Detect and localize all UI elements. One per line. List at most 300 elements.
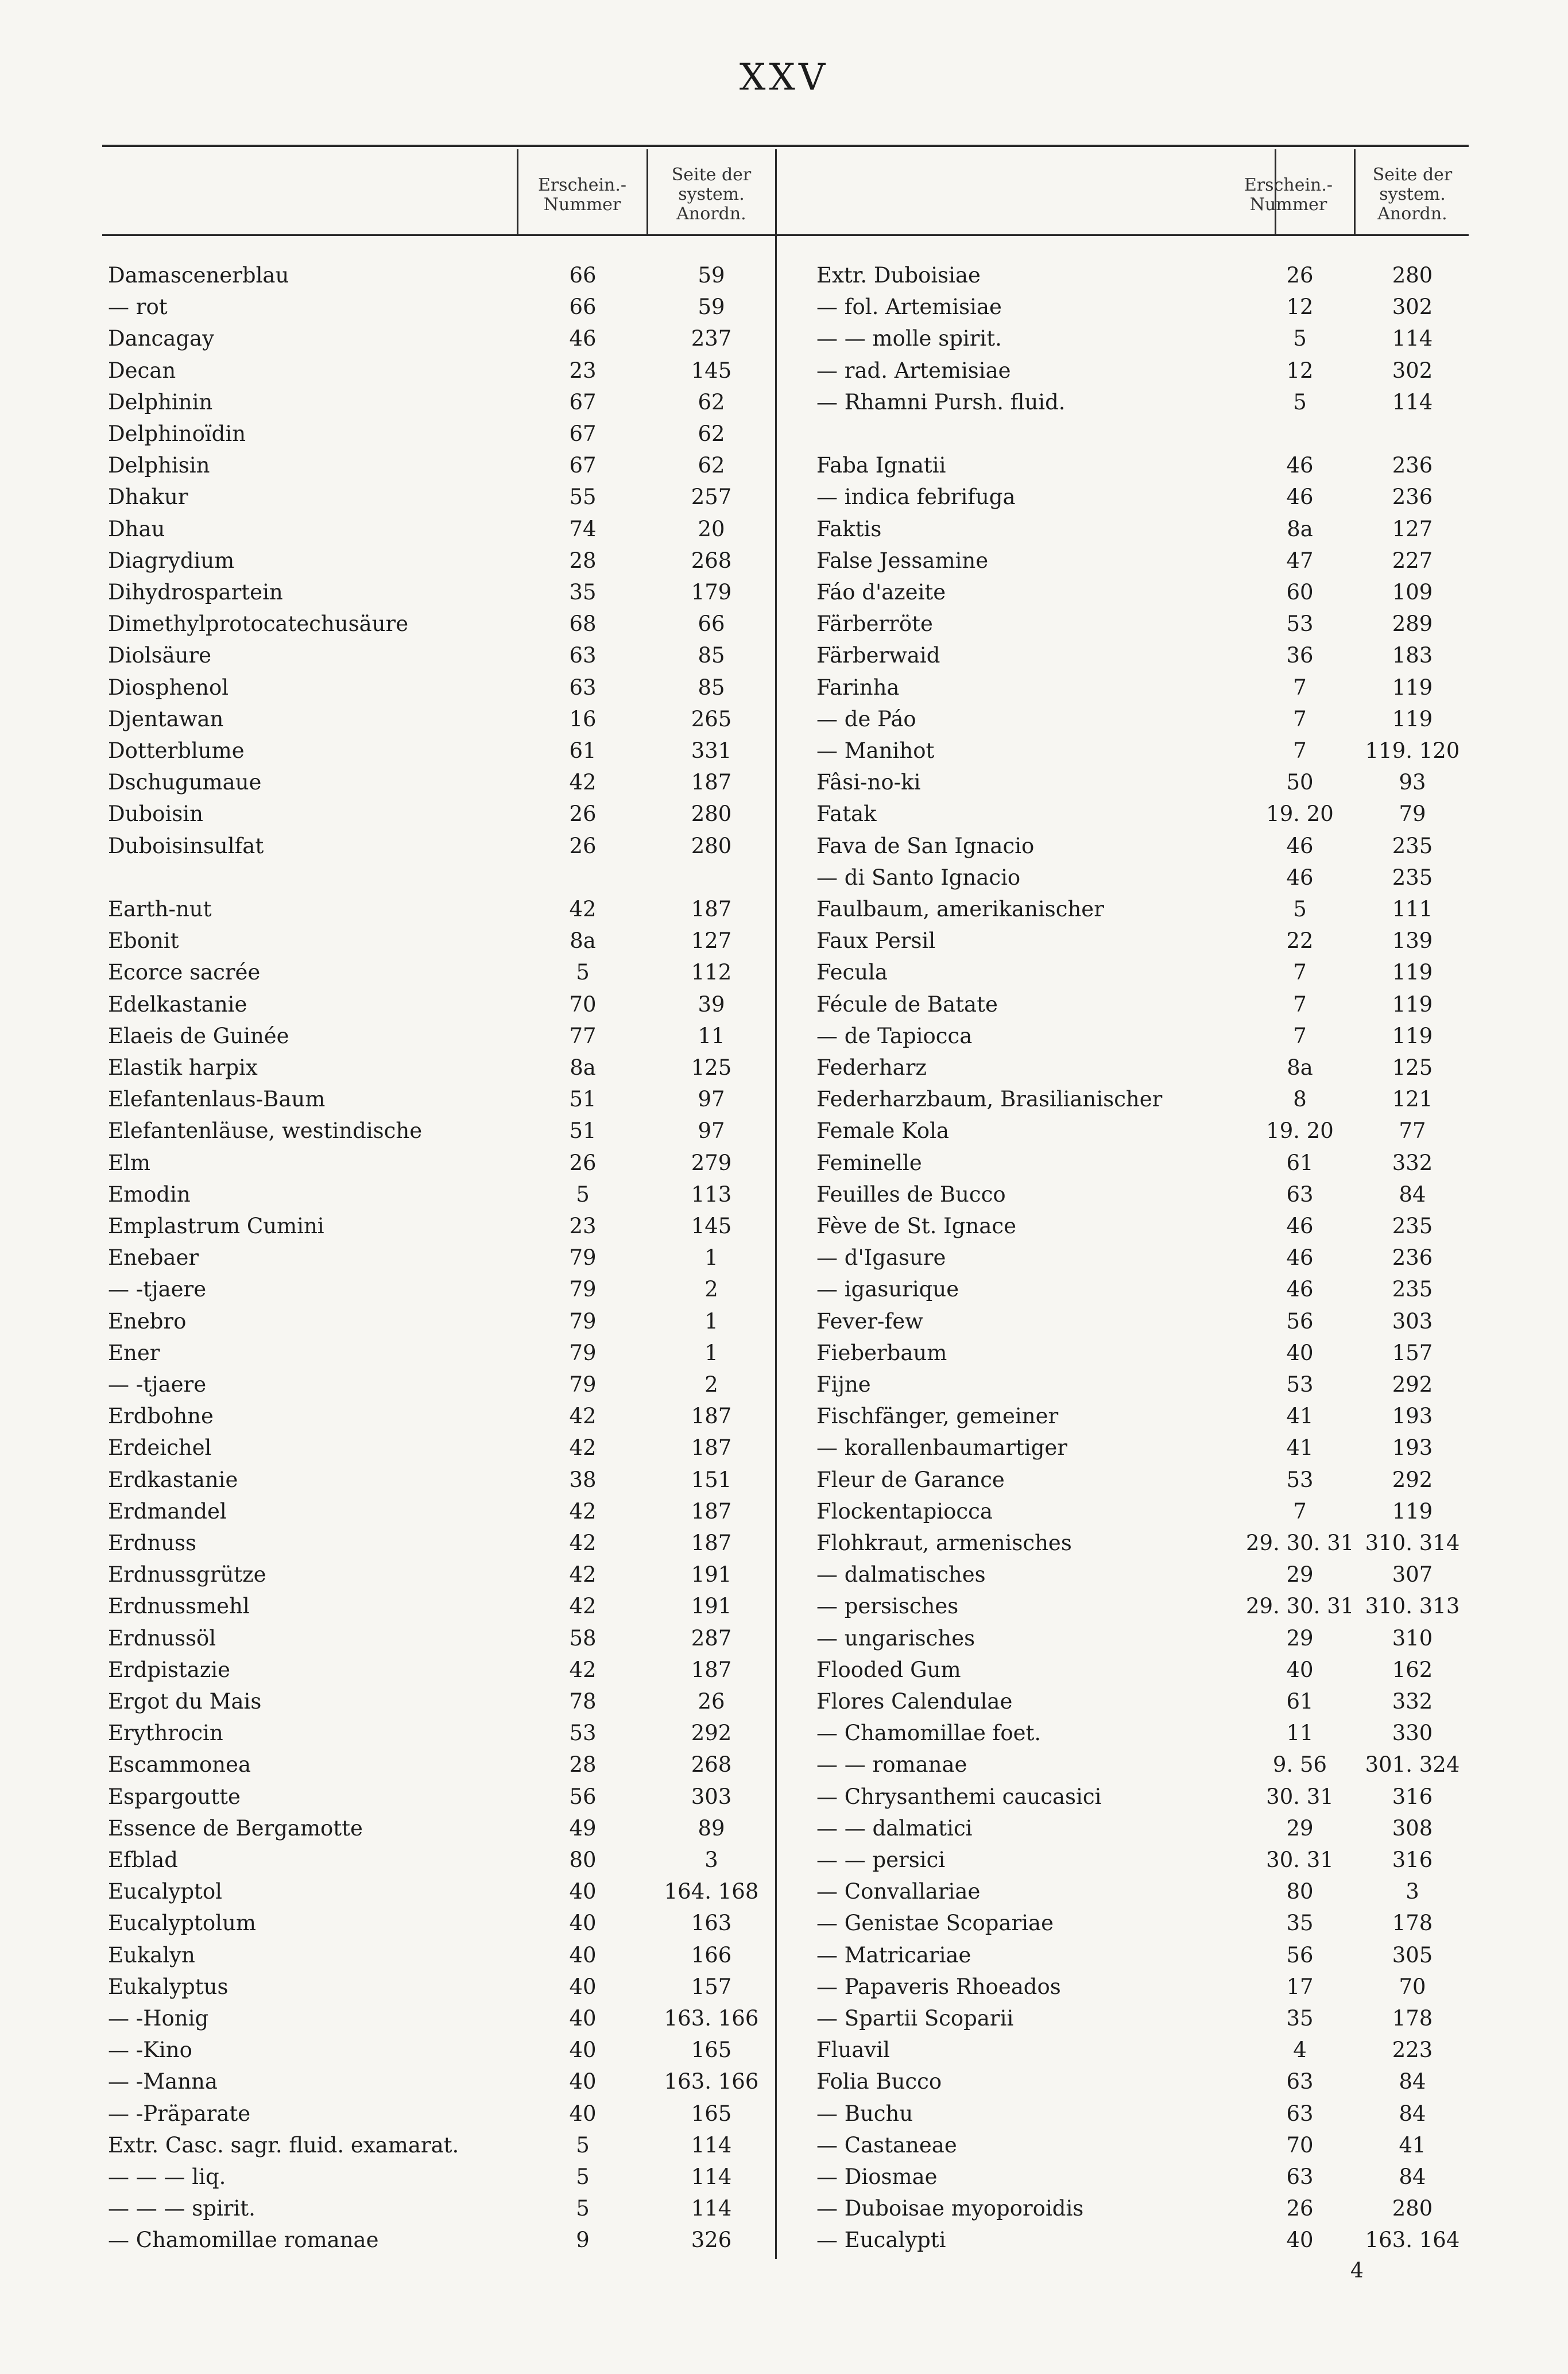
entry-seite: 114 (691, 2196, 732, 2221)
index-row (0, 830, 1568, 862)
entry-seite: 292 (1392, 1467, 1433, 1492)
entry-seite: 316 (1392, 1848, 1433, 1872)
entry-name: Federharz (816, 1055, 927, 1080)
entry-name: — Eucalypti (816, 2228, 946, 2253)
entry-seite: 70 (1399, 1974, 1426, 1999)
entry-erschein-nummer: 26 (569, 1150, 597, 1175)
entry-erschein-nummer: 66 (569, 263, 597, 288)
entry-erschein-nummer: 42 (569, 1657, 597, 1682)
entry-name: Flores Calendulae (816, 1689, 1013, 1714)
index-row (0, 2066, 1568, 2097)
entry-erschein-nummer: 35 (1286, 1911, 1314, 1936)
entry-name: — d'Igasure (816, 1245, 946, 1271)
entry-seite: 178 (1392, 1911, 1433, 1936)
entry-name: Feuilles de Bucco (816, 1182, 1006, 1207)
entry-erschein-nummer: 49 (569, 1815, 597, 1841)
index-row (0, 291, 1568, 323)
entry-name: Fève de St. Ignace (816, 1214, 1016, 1238)
entry-seite: 301. 324 (1365, 1752, 1460, 1777)
entry-name: Elefantenläuse, westindische (108, 1118, 423, 1144)
entry-name: Eucalyptolum (108, 1911, 256, 1936)
entry-erschein-nummer: 8a (570, 1055, 596, 1080)
index-row (0, 608, 1568, 640)
entry-erschein-nummer: 51 (569, 1087, 597, 1112)
entry-seite: 191 (691, 1562, 732, 1587)
entry-seite: 310. 314 (1365, 1531, 1460, 1555)
entry-erschein-nummer: 40 (569, 1879, 597, 1904)
entry-erschein-nummer: 29. 30. 31 (1246, 1531, 1354, 1555)
entry-name: Fâsi-no-ki (816, 770, 921, 795)
entry-erschein-nummer: 8a (570, 928, 596, 954)
index-row (0, 2129, 1568, 2161)
entry-erschein-nummer: 79 (569, 1245, 597, 1271)
entry-erschein-nummer: 42 (569, 770, 597, 795)
entry-erschein-nummer: 56 (569, 1784, 597, 1809)
entry-name: Erdnussgrütze (108, 1562, 266, 1587)
entry-erschein-nummer: 63 (569, 675, 597, 700)
entry-seite: 119 (1392, 960, 1433, 985)
entry-seite: 89 (698, 1815, 725, 1841)
entry-erschein-nummer: 46 (1286, 865, 1314, 890)
entry-erschein-nummer: 56 (1286, 1308, 1314, 1334)
entry-name: Delphinin (108, 389, 213, 415)
entry-seite: 332 (1392, 1689, 1433, 1714)
entry-erschein-nummer: 7 (1293, 706, 1307, 731)
index-row (0, 1242, 1568, 1273)
entry-erschein-nummer: 7 (1293, 738, 1307, 763)
entry-name: — Matricariae (816, 1942, 971, 1968)
entry-erschein-nummer: 5 (576, 2196, 590, 2221)
entry-seite: 2 (704, 1277, 718, 1302)
index-row (0, 1052, 1568, 1083)
entry-name: Elefantenlaus-Baum (108, 1087, 326, 1112)
entry-erschein-nummer: 40 (569, 1942, 597, 1968)
entry-name: Female Kola (816, 1118, 949, 1144)
entry-name: — Rhamni Pursh. fluid. (816, 389, 1066, 415)
entry-name: — di Santo Ignacio (816, 865, 1021, 890)
entry-seite: 145 (691, 1214, 732, 1238)
entry-name: — -Präparate (108, 2101, 251, 2126)
entry-name: Erythrocin (108, 1721, 223, 1746)
entry-seite: 305 (1392, 1942, 1433, 1968)
entry-seite: 268 (691, 548, 732, 573)
entry-seite: 330 (1392, 1721, 1433, 1746)
entry-erschein-nummer: 30. 31 (1266, 1784, 1334, 1809)
entry-name: — — dalmatici (816, 1815, 973, 1841)
index-row (0, 1717, 1568, 1749)
index-row (0, 1971, 1568, 2003)
entry-erschein-nummer: 46 (1286, 453, 1314, 478)
entry-name: — — — liq. (108, 2164, 226, 2189)
entry-seite: 227 (1392, 548, 1433, 573)
entry-seite: 59 (698, 295, 725, 320)
entry-name: Elaeis de Guinée (108, 1023, 289, 1048)
entry-name: Delphisin (108, 453, 210, 478)
entry-seite: 193 (1392, 1404, 1433, 1429)
index-row (0, 418, 1568, 450)
entry-name: Essence de Bergamotte (108, 1815, 363, 1841)
entry-erschein-nummer: 26 (569, 801, 597, 827)
entry-name: Erdpistazie (108, 1657, 231, 1682)
entry-seite: 151 (691, 1467, 732, 1492)
entry-seite: 3 (1406, 1879, 1419, 1904)
entry-seite: 2 (704, 1372, 718, 1397)
entry-erschein-nummer: 12 (1286, 358, 1314, 383)
entry-seite: 119 (1392, 675, 1433, 700)
entry-erschein-nummer: 19. 20 (1266, 1118, 1334, 1144)
entry-seite: 1 (704, 1245, 718, 1271)
index-row (0, 1115, 1568, 1147)
entry-seite: 178 (1392, 2006, 1433, 2031)
entry-name: — Duboisae myoporoidis (816, 2196, 1084, 2221)
entry-erschein-nummer: 46 (1286, 833, 1314, 858)
entry-erschein-nummer: 46 (569, 326, 597, 351)
entry-erschein-nummer: 61 (1286, 1150, 1314, 1175)
entry-name: Emodin (108, 1182, 191, 1207)
entry-seite: 119 (1392, 1023, 1433, 1048)
entry-name: — fol. Artemisiae (816, 295, 1002, 320)
entry-seite: 84 (1399, 2101, 1426, 2126)
entry-seite: 187 (691, 1531, 732, 1555)
entry-seite: 125 (691, 1055, 732, 1080)
index-row (0, 640, 1568, 671)
entry-seite: 326 (691, 2228, 732, 2253)
index-row (0, 2193, 1568, 2224)
entry-name: Erdbohne (108, 1404, 214, 1429)
entry-seite: 77 (1399, 1118, 1426, 1144)
entry-seite: 268 (691, 1752, 732, 1777)
entry-name: Flockentapiocca (816, 1498, 993, 1524)
page-number-roman: XXV (739, 56, 829, 99)
entry-seite: 280 (1392, 263, 1433, 288)
entry-seite: 114 (691, 2164, 732, 2189)
entry-erschein-nummer: 40 (1286, 1657, 1314, 1682)
index-row (0, 1686, 1568, 1717)
entry-seite: 287 (691, 1625, 732, 1651)
entry-seite: 187 (691, 897, 732, 921)
entry-name: Färberröte (816, 611, 933, 637)
entry-erschein-nummer: 5 (1293, 389, 1307, 415)
index-row (0, 1622, 1568, 1654)
entry-name: Edelkastanie (108, 992, 247, 1017)
entry-erschein-nummer: 61 (1286, 1689, 1314, 1714)
index-row (0, 1781, 1568, 1813)
entry-seite: 26 (698, 1689, 725, 1714)
entry-name: Fever-few (816, 1308, 923, 1334)
entry-name: Dancagay (108, 326, 214, 351)
entry-seite: 179 (691, 580, 732, 605)
entry-name: Ebonit (108, 928, 179, 954)
entry-erschein-nummer: 35 (1286, 2006, 1314, 2031)
entry-erschein-nummer: 5 (1293, 897, 1307, 921)
entry-name: Espargoutte (108, 1784, 241, 1809)
entry-name: Feminelle (816, 1150, 922, 1175)
entry-erschein-nummer: 77 (569, 1023, 597, 1048)
entry-seite: 236 (1392, 453, 1433, 478)
entry-erschein-nummer: 8a (1287, 1055, 1313, 1080)
entry-name: Flohkraut, armenisches (816, 1531, 1072, 1555)
entry-erschein-nummer: 42 (569, 1498, 597, 1524)
entry-seite: 97 (698, 1118, 725, 1144)
entry-erschein-nummer: 26 (569, 833, 597, 858)
entry-seite: 62 (698, 389, 725, 415)
entry-erschein-nummer: 40 (1286, 2228, 1314, 2253)
index-row (0, 1496, 1568, 1527)
entry-name: — Buchu (816, 2101, 913, 2126)
entry-seite: 302 (1392, 295, 1433, 320)
index-row (0, 2034, 1568, 2066)
index-row (0, 545, 1568, 576)
entry-name: Fluavil (816, 2038, 890, 2063)
entry-erschein-nummer: 40 (569, 2038, 597, 2063)
index-row (0, 956, 1568, 988)
entry-seite: 193 (1392, 1435, 1433, 1461)
entry-name: Delphinoïdin (108, 421, 246, 446)
entry-seite: 85 (698, 675, 725, 700)
entry-erschein-nummer: 79 (569, 1277, 597, 1302)
entry-name: — Chrysanthemi caucasici (816, 1784, 1102, 1809)
entry-erschein-nummer: 53 (1286, 1372, 1314, 1397)
entry-seite: 113 (691, 1182, 732, 1207)
entry-erschein-nummer: 46 (1286, 1245, 1314, 1271)
index-row (0, 862, 1568, 893)
entry-name: Eucalyptol (108, 1879, 223, 1904)
entry-erschein-nummer: 79 (569, 1372, 597, 1397)
entry-erschein-nummer: 68 (569, 611, 597, 637)
index-row (0, 1020, 1568, 1052)
entry-name: Faba Ignatii (816, 453, 946, 478)
entry-seite: 39 (698, 992, 725, 1017)
index-row (0, 1844, 1568, 1876)
entry-name: Diolsäure (108, 643, 212, 668)
entry-seite: 93 (1399, 770, 1426, 795)
entry-seite: 125 (1392, 1055, 1433, 1080)
entry-erschein-nummer: 74 (569, 516, 597, 541)
entry-erschein-nummer: 40 (569, 2006, 597, 2031)
entry-name: Flooded Gum (816, 1657, 961, 1682)
entry-name: — dalmatisches (816, 1562, 986, 1587)
entry-seite: 316 (1392, 1784, 1433, 1809)
index-row (0, 2161, 1568, 2193)
entry-seite: 292 (1392, 1372, 1433, 1397)
entry-seite: 145 (691, 358, 732, 383)
entry-erschein-nummer: 42 (569, 897, 597, 921)
entry-seite: 183 (1392, 643, 1433, 668)
entry-erschein-nummer: 40 (569, 1974, 597, 1999)
entry-erschein-nummer: 53 (1286, 1467, 1314, 1492)
entry-name: Färberwaid (816, 643, 940, 668)
entry-erschein-nummer: 29 (1286, 1625, 1314, 1651)
index-row (0, 1939, 1568, 1971)
entry-erschein-nummer: 26 (1286, 2196, 1314, 2221)
entry-seite: 164. 168 (664, 1879, 759, 1904)
entry-erschein-nummer: 36 (1286, 643, 1314, 668)
header-erschein-left: Erschein.- Nummer (537, 175, 627, 215)
entry-erschein-nummer: 40 (569, 2069, 597, 2094)
entry-name: — Papaveris Rhoeados (816, 1974, 1061, 1999)
entry-name: — -tjaere (108, 1372, 207, 1397)
entry-erschein-nummer: 42 (569, 1594, 597, 1619)
entry-name: Extr. Casc. sagr. fluid. examarat. (108, 2132, 459, 2158)
entry-seite: 236 (1392, 485, 1433, 510)
entry-erschein-nummer: 11 (1286, 1721, 1314, 1746)
entry-erschein-nummer: 60 (1286, 580, 1314, 605)
entry-seite: 84 (1399, 1182, 1426, 1207)
index-row (0, 1083, 1568, 1115)
entry-erschein-nummer: 22 (1286, 928, 1314, 954)
entry-erschein-nummer: 70 (1286, 2132, 1314, 2158)
index-row (0, 1432, 1568, 1463)
entry-name: Folia Bucco (816, 2069, 942, 2094)
entry-name: Emplastrum Cumini (108, 1214, 324, 1238)
entry-name: Fatak (816, 801, 877, 827)
index-row (0, 513, 1568, 545)
entry-name: — Castaneae (816, 2132, 957, 2158)
entry-name: Faktis (816, 516, 882, 541)
entry-name: Dhakur (108, 485, 188, 510)
entry-erschein-nummer: 80 (1286, 1879, 1314, 1904)
entry-name: — — persici (816, 1848, 946, 1872)
entry-erschein-nummer: 40 (569, 1911, 597, 1936)
entry-seite: 187 (691, 1404, 732, 1429)
entry-name: — -Honig (108, 2006, 209, 2031)
entry-erschein-nummer: 42 (569, 1562, 597, 1587)
entry-name: Faulbaum, amerikanischer (816, 897, 1104, 921)
entry-erschein-nummer: 41 (1286, 1404, 1314, 1429)
entry-seite: 187 (691, 1498, 732, 1524)
entry-name: Dimethylprotocatechusäure (108, 611, 409, 637)
entry-seite: 303 (691, 1784, 732, 1809)
entry-seite: 62 (698, 421, 725, 446)
entry-name: — de Tapiocca (816, 1023, 973, 1048)
entry-seite: 257 (691, 485, 732, 510)
index-row (0, 1876, 1568, 1907)
entry-name: Eukalyptus (108, 1974, 229, 1999)
entry-seite: 187 (691, 770, 732, 795)
entry-seite: 280 (691, 801, 732, 827)
entry-name: Erdkastanie (108, 1467, 238, 1492)
entry-erschein-nummer: 29. 30. 31 (1246, 1594, 1354, 1619)
entry-erschein-nummer: 23 (569, 1214, 597, 1238)
entry-erschein-nummer: 50 (1286, 770, 1314, 795)
index-row (0, 1369, 1568, 1400)
entry-seite: 265 (691, 706, 732, 731)
index-row (0, 1179, 1568, 1210)
entry-name: Enebro (108, 1308, 187, 1334)
entry-erschein-nummer: 5 (1293, 326, 1307, 351)
entry-erschein-nummer: 7 (1293, 1023, 1307, 1048)
entry-seite: 3 (704, 1848, 718, 1872)
entry-erschein-nummer: 35 (569, 580, 597, 605)
entry-name: — korallenbaumartiger (816, 1435, 1067, 1461)
entry-erschein-nummer: 40 (569, 2101, 597, 2126)
entry-name: Dhau (108, 516, 165, 541)
entry-erschein-nummer: 29 (1286, 1815, 1314, 1841)
entry-erschein-nummer: 5 (576, 960, 590, 985)
entry-name: — — romanae (816, 1752, 967, 1777)
index-row (0, 1400, 1568, 1432)
entry-name: Extr. Duboisiae (816, 263, 981, 288)
entry-erschein-nummer: 55 (569, 485, 597, 510)
entry-seite: 85 (698, 643, 725, 668)
entry-name: Ener (108, 1340, 160, 1365)
index-row (0, 450, 1568, 481)
entry-name: Fava de San Ignacio (816, 833, 1035, 858)
entry-name: — persisches (816, 1594, 959, 1619)
entry-name: Erdeichel (108, 1435, 212, 1461)
index-row (0, 260, 1568, 291)
entry-seite: 119 (1392, 1498, 1433, 1524)
entry-erschein-nummer: 40 (1286, 1340, 1314, 1365)
entry-seite: 165 (691, 2038, 732, 2063)
index-row (0, 989, 1568, 1020)
entry-erschein-nummer: 63 (1286, 1182, 1314, 1207)
entry-erschein-nummer: 12 (1286, 295, 1314, 320)
entry-seite: 302 (1392, 358, 1433, 383)
entry-name: — -Kino (108, 2038, 192, 2063)
entry-seite: 59 (698, 263, 725, 288)
entry-erschein-nummer: 66 (569, 295, 597, 320)
entry-erschein-nummer: 51 (569, 1118, 597, 1144)
entry-name: — — molle spirit. (816, 326, 1002, 351)
entry-name: — -Manna (108, 2069, 218, 2094)
entry-name: Elastik harpix (108, 1055, 258, 1080)
index-row (0, 893, 1568, 925)
entry-seite: 166 (691, 1942, 732, 1968)
entry-name: Dschugumaue (108, 770, 262, 795)
entry-name: — -tjaere (108, 1277, 207, 1302)
entry-name: Federharzbaum, Brasilianischer (816, 1087, 1163, 1112)
entry-seite: 119. 120 (1365, 738, 1460, 763)
entry-name: — igasurique (816, 1277, 959, 1302)
index-row (0, 1273, 1568, 1305)
header-erschein-right: Erschein.- Nummer (1244, 175, 1333, 215)
entry-erschein-nummer: 79 (569, 1308, 597, 1334)
entry-name: — de Páo (816, 706, 916, 731)
entry-name: Eukalyn (108, 1942, 195, 1968)
entry-name: — rad. Artemisiae (816, 358, 1011, 383)
index-row (0, 672, 1568, 703)
entry-erschein-nummer: 63 (1286, 2069, 1314, 2094)
index-row (0, 1590, 1568, 1622)
entry-seite: 235 (1392, 865, 1433, 890)
entry-name: False Jessamine (816, 548, 989, 573)
entry-name: Fleur de Garance (816, 1467, 1005, 1492)
entry-erschein-nummer: 42 (569, 1531, 597, 1555)
header-seite-left: Seite der system. Anordn. (671, 165, 752, 224)
entry-seite: 163 (691, 1911, 732, 1936)
index-row (0, 1210, 1568, 1242)
index-row (0, 1907, 1568, 1939)
entry-erschein-nummer: 17 (1286, 1974, 1314, 1999)
entry-seite: 119 (1392, 992, 1433, 1017)
entry-seite: 111 (1392, 897, 1433, 921)
entry-seite: 112 (691, 960, 732, 985)
entry-name: Escammonea (108, 1752, 251, 1777)
entry-seite: 109 (1392, 580, 1433, 605)
entry-seite: 235 (1392, 1277, 1433, 1302)
entry-erschein-nummer: 7 (1293, 675, 1307, 700)
entry-erschein-nummer: 53 (1286, 611, 1314, 637)
entry-erschein-nummer: 7 (1293, 992, 1307, 1017)
entry-seite: 157 (691, 1974, 732, 1999)
entry-name: Enebaer (108, 1245, 199, 1271)
index-row (0, 1559, 1568, 1590)
entry-name: — — — spirit. (108, 2196, 255, 2221)
entry-name: — rot (108, 295, 168, 320)
entry-seite: 11 (698, 1023, 725, 1048)
entry-seite: 62 (698, 453, 725, 478)
